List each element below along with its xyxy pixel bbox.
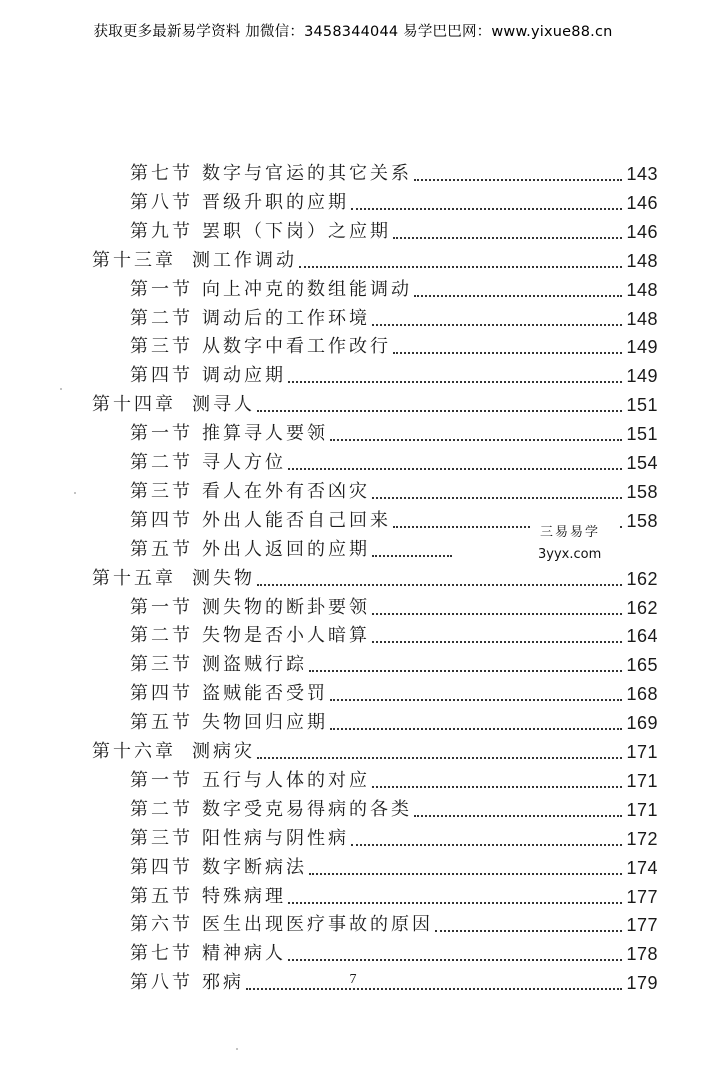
- toc-section-row: [130, 594, 658, 622]
- toc-entry-number: 第一节: [130, 596, 193, 618]
- toc-entry-title: 调动后的工作环境: [202, 307, 370, 329]
- toc-entry-title: 特殊病理: [202, 885, 286, 907]
- toc-section-row: [130, 796, 658, 824]
- toc-entry-page: 171: [626, 799, 658, 820]
- toc-entry-number: 第二节: [130, 452, 193, 473]
- toc-entry-title: 测失物: [192, 567, 255, 589]
- toc-section-row: [130, 218, 658, 246]
- toc-entry-number: 第五节: [130, 712, 193, 734]
- toc-section-row: [130, 420, 658, 448]
- toc-entry-page: 168: [626, 684, 658, 705]
- toc-entry-number: 第十五章: [92, 567, 176, 589]
- toc-entry-number: 第三节: [130, 654, 193, 676]
- toc-entry-number: 第四节: [130, 683, 193, 705]
- watermark-stamp: [530, 522, 620, 566]
- toc-section-row: [130, 709, 658, 737]
- toc-entry-page: 149: [626, 366, 658, 387]
- toc-entry-title: 寻人方位: [202, 452, 286, 473]
- toc-section-row: [130, 160, 658, 188]
- toc-entry-page: 177: [626, 915, 658, 936]
- toc-entry-title: 数字受克易得病的各类: [202, 798, 412, 820]
- toc-dot-leader: [351, 207, 622, 210]
- toc-entry-title: 测盗贼行踪: [202, 654, 307, 676]
- toc-section-row: [130, 940, 658, 968]
- toc-entry-title: 医生出现医疗事故的原因: [202, 914, 433, 936]
- toc-dot-leader: [288, 958, 622, 961]
- toc-entry-number: 第九节: [130, 220, 193, 242]
- toc-entry-title: 看人在外有否凶灾: [202, 480, 370, 502]
- toc-entry-title: 邪病: [202, 972, 244, 994]
- watermark-line-1: 三易易学: [540, 525, 601, 540]
- toc-section-row: [130, 651, 658, 679]
- toc-entry-title: 推算寻人要领: [202, 423, 328, 445]
- toc-dot-leader: [372, 785, 622, 788]
- toc-section-row: [130, 911, 658, 939]
- toc-entry-page: 148: [626, 250, 658, 271]
- toc-entry-title: 失物是否小人暗算: [202, 625, 370, 647]
- toc-entry-number: 第四节: [130, 509, 193, 531]
- toc-entry-number: 第十四章: [92, 394, 176, 416]
- toc-entry-title: 失物回归应期: [202, 712, 328, 734]
- toc-section-row: [130, 189, 658, 217]
- toc-entry-number: 第一节: [130, 423, 193, 445]
- toc-entry-title: 阳性病与阴性病: [202, 827, 349, 849]
- toc-entry-title: 五行与人体的对应: [202, 769, 370, 791]
- toc-entry-page: 165: [626, 655, 658, 676]
- toc-section-row: [130, 333, 658, 361]
- toc-chapter-row: [92, 247, 658, 275]
- toc-dot-leader: [288, 380, 622, 383]
- toc-section-row: [130, 767, 658, 795]
- toc-entry-page: 149: [626, 337, 658, 358]
- toc-section-row: [130, 622, 658, 650]
- toc-entry-title: 调动应期: [202, 365, 286, 387]
- scan-speck: [236, 1048, 238, 1050]
- page-header-banner: 获取更多最新易学资料 加微信：3458344044 易学巴巴网：www.yixue88.cn: [93, 24, 613, 40]
- toc-entry-page: 146: [626, 221, 658, 242]
- toc-entry-page: 146: [626, 192, 658, 213]
- scan-speck: [74, 492, 76, 494]
- toc-entry-number: 第六节: [130, 914, 193, 936]
- toc-entry-number: 第八节: [130, 972, 193, 994]
- toc-entry-number: 第二节: [130, 625, 193, 647]
- toc-entry-title: 数字与官运的其它关系: [202, 163, 412, 184]
- toc-section-row: [130, 883, 658, 911]
- toc-dot-leader: [414, 814, 622, 817]
- toc-dot-leader: [414, 178, 622, 181]
- toc-entry-page: 162: [626, 597, 658, 618]
- toc-section-row: [130, 449, 658, 477]
- toc-entry-number: 第一节: [130, 278, 193, 300]
- toc-entry-page: 164: [626, 626, 658, 647]
- toc-entry-number: 第十三章: [92, 249, 176, 271]
- toc-dot-leader: [288, 467, 622, 470]
- toc-entry-page: 177: [626, 886, 658, 907]
- toc-entry-page: 143: [626, 164, 658, 184]
- toc-dot-leader: [257, 409, 622, 412]
- toc-entry-title: 外出人能否自己回来: [202, 509, 391, 531]
- toc-entry-page: 179: [626, 973, 658, 994]
- toc-entry-page: 172: [626, 828, 658, 849]
- toc-entry-title: 精神病人: [202, 943, 286, 965]
- toc-dot-leader: [288, 901, 622, 904]
- toc-dot-leader: [330, 438, 622, 441]
- toc-entry-number: 第一节: [130, 769, 193, 791]
- toc-dot-leader: [393, 351, 622, 354]
- toc-entry-number: 第四节: [130, 856, 193, 878]
- toc-entry-title: 从数字中看工作改行: [202, 336, 391, 358]
- toc-entry-title: 向上冲克的数组能调动: [202, 278, 412, 300]
- toc-dot-leader: [435, 929, 622, 932]
- toc-section-row: [130, 825, 658, 853]
- toc-dot-leader: [393, 236, 622, 239]
- toc-entry-number: 第二节: [130, 307, 193, 329]
- toc-dot-leader: [351, 843, 622, 846]
- toc-chapter-row: [92, 565, 658, 593]
- toc-entry-page: 154: [626, 453, 658, 473]
- toc-entry-page: 148: [626, 279, 658, 300]
- toc-entry-number: 第七节: [130, 943, 193, 965]
- toc-entry-page: 148: [626, 308, 658, 329]
- toc-section-row: [130, 478, 658, 506]
- toc-dot-leader: [330, 698, 622, 701]
- toc-dot-leader: [330, 727, 622, 730]
- scan-speck: [60, 388, 62, 390]
- toc-section-row: [130, 276, 658, 304]
- toc-chapter-row: [92, 391, 658, 419]
- toc-entry-number: 第三节: [130, 336, 193, 358]
- toc-entry-page: 174: [626, 857, 658, 878]
- toc-entry-title: 晋级升职的应期: [202, 191, 349, 213]
- toc-dot-leader: [309, 872, 622, 875]
- toc-section-row: [130, 305, 658, 333]
- toc-entry-number: 第十六章: [92, 741, 176, 762]
- toc-entry-title: 数字断病法: [202, 856, 307, 878]
- toc-entry-page: 169: [626, 713, 658, 734]
- toc-entry-number: 第二节: [130, 798, 193, 820]
- toc-entry-number: 第三节: [130, 827, 193, 849]
- toc-entry-number: 第五节: [130, 538, 193, 560]
- watermark-line-2: 3yyx.com: [538, 547, 602, 562]
- toc-dot-leader: [414, 294, 622, 297]
- toc-entry-title: 测工作调动: [192, 249, 297, 271]
- toc-entry-title: 外出人返回的应期: [202, 538, 370, 560]
- toc-entry-page: 158: [626, 481, 658, 502]
- toc-entry-number: 第七节: [130, 163, 193, 184]
- toc-entry-page: 151: [626, 395, 658, 416]
- toc-dot-leader: [372, 554, 452, 557]
- toc-entry-page: 158: [626, 510, 658, 531]
- toc-dot-leader: [372, 496, 622, 499]
- toc-dot-leader: [372, 323, 622, 326]
- toc-entry-page: 162: [626, 568, 658, 589]
- toc-entry-title: 测失物的断卦要领: [202, 596, 370, 618]
- toc-dot-leader: [299, 265, 622, 268]
- toc-section-row: [130, 680, 658, 708]
- toc-entry-page: 171: [626, 770, 658, 791]
- toc-entry-page: 151: [626, 424, 658, 445]
- page-number: 7: [349, 972, 357, 987]
- toc-entry-title: 罢职（下岗）之应期: [202, 220, 391, 242]
- toc-dot-leader: [372, 612, 622, 615]
- toc-section-row: [130, 362, 658, 390]
- toc-entry-number: 第四节: [130, 365, 193, 387]
- toc-entry-number: 第八节: [130, 191, 193, 213]
- toc-entry-title: 盗贼能否受罚: [202, 683, 328, 705]
- toc-chapter-row: [92, 738, 658, 766]
- toc-entry-title: 测病灾: [192, 741, 255, 762]
- toc-dot-leader: [257, 583, 622, 586]
- toc-dot-leader: [372, 640, 622, 643]
- toc-dot-leader: [257, 756, 622, 759]
- toc-entry-page: 178: [626, 944, 658, 965]
- toc-entry-number: 第三节: [130, 480, 193, 502]
- toc-dot-leader: [309, 669, 622, 672]
- toc-entry-title: 测寻人: [192, 394, 255, 416]
- toc-entry-number: 第五节: [130, 885, 193, 907]
- toc-entry-page: 171: [626, 742, 658, 762]
- toc-section-row: [130, 854, 658, 882]
